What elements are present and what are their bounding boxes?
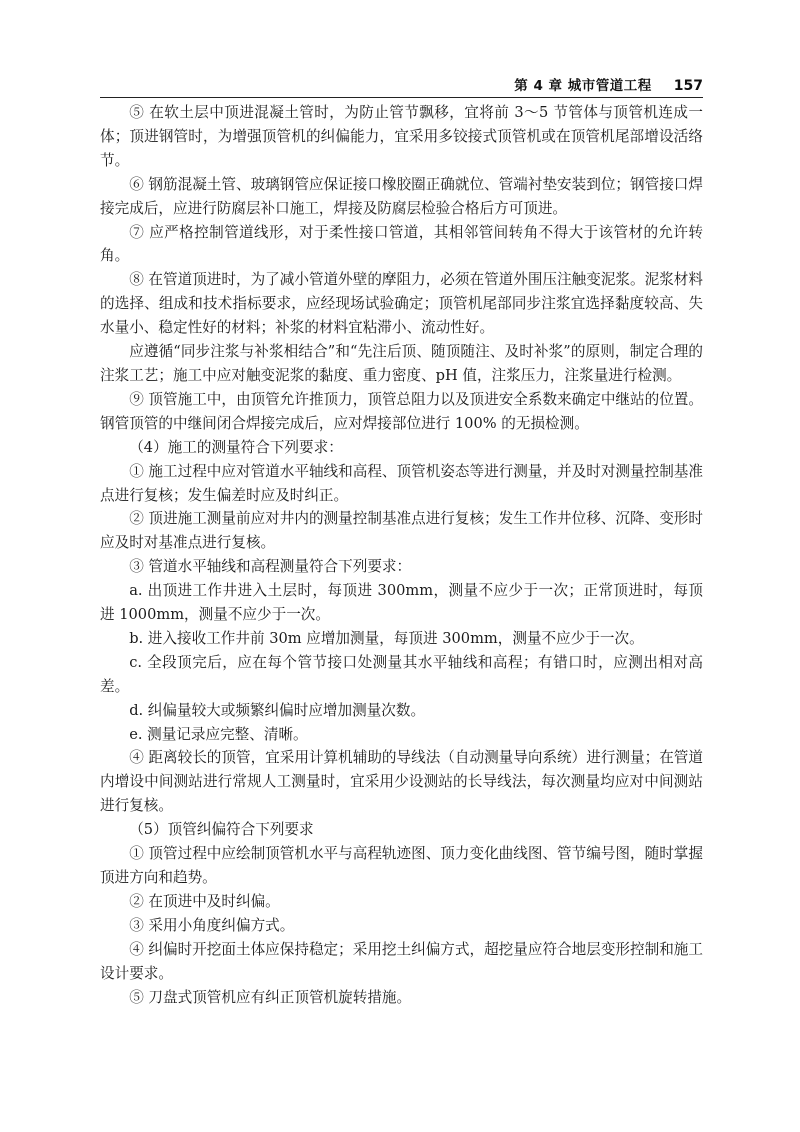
paragraph: ⑤ 在软土层中顶进混凝土管时，为防止管节飘移，宜将前 3～5 节管体与顶管机连成一体；顶进钢管时，为增强顶管机的纠偏能力，宜采用多铰接式顶管机或在顶管机尾部增设活络节。 — [100, 104, 703, 169]
list-item: d. 纠偏量较大或频繁纠偏时应增加测量次数。 — [129, 701, 426, 719]
list-item: b. 进入接收工作井前 30m 应增加测量，每顶进 300mm，测量不应少于一次。 — [129, 629, 644, 647]
section-heading: （4）施工的测量符合下列要求： — [129, 438, 343, 456]
paragraph: ① 施工过程中应对管道水平轴线和高程、顶管机姿态等进行测量，并及时对测量控制基准点进行复核；发生偏差时应及时纠正。 — [100, 462, 703, 504]
running-header — [100, 72, 703, 94]
list-item: a. 出顶进工作井进入土层时，每顶进 300mm，测量不应少于一次；正常顶进时，每顶进 1000mm，测量不应少于一次。 — [100, 582, 703, 624]
paragraph: 应遵循“同步注浆与补浆相结合”和“先注后顶、随顶随注、及时补浆”的原则，制定合理的注浆工艺；施工中应对触变泥浆的黏度、重力密度、pH 值，注浆压力，注浆量进行检测。 — [100, 343, 703, 384]
page-number: 157 — [673, 78, 703, 94]
paragraph: ③ 采用小角度纠偏方式。 — [129, 916, 295, 934]
paragraph: ⑥ 钢筋混凝土管、玻璃钢管应保证接口橡胶圈正确就位、管端衬垫安装到位；钢管接口焊接完成后，应进行防腐层补口施工，焊接及防腐层检验合格后方可顶进。 — [100, 175, 703, 217]
paragraph: ⑧ 在管道顶进时，为了减小管道外壁的摩阻力，必须在管道外围压注触变泥浆。泥浆材料的选择、组成和技术指标要求，应经现场试验确定；顶管机尾部同步注浆宜选择黏度较高、失水量小、稳定性好的材料；补浆的材料宜粘滞小、流动性好。 — [100, 271, 703, 337]
section-heading: （5）顶管纠偏符合下列要求 — [129, 821, 314, 839]
paragraph: ⑦ 应严格控制管道线形，对于柔性接口管道，其相邻管间转角不得大于该管材的允许转角。 — [100, 223, 703, 265]
paragraph: ④ 距离较长的顶管，宜采用计算机辅助的导线法（自动测量导向系统）进行测量；在管道内增设中间测站进行常规人工测量时，宜采用少设测站的长导线法，每次测量均应对中间测站进行复核。 — [100, 749, 703, 815]
paragraph: ② 在顶进中及时纠偏。 — [129, 892, 280, 910]
paragraph: ③ 管道水平轴线和高程测量符合下列要求： — [129, 558, 412, 576]
paragraph: ② 顶进施工测量前应对井内的测量控制基准点进行复核；发生工作井位移、沉降、变形时应及时对基准点进行复核。 — [100, 510, 703, 552]
chapter-title: 第 4 章 城市管道工程 — [514, 78, 652, 94]
header-rule — [100, 97, 703, 98]
paragraph: ④ 纠偏时开挖面土体应保持稳定；采用挖土纠偏方式，超挖量应符合地层变形控制和施工设计要求。 — [100, 940, 703, 982]
paragraph: ① 顶管过程中应绘制顶管机水平与高程轨迹图、顶力变化曲线图、管节编号图，随时掌握顶进方向和趋势。 — [100, 845, 703, 886]
list-item: e. 测量记录应完整、清晰。 — [129, 725, 308, 743]
list-item: c. 全段顶完后，应在每个管节接口处测量其水平轴线和高程；有错口时，应测出相对高差。 — [100, 653, 703, 695]
body-text — [100, 101, 703, 1009]
paragraph: ⑤ 刀盘式顶管机应有纠正顶管机旋转措施。 — [129, 988, 412, 1006]
paragraph: ⑨ 顶管施工中，由顶管允许推顶力，顶管总阻力以及顶进安全系数来确定中继站的位置。钢管顶管的中继间闭合焊接完成后，应对焊接部位进行 100% 的无损检测。 — [100, 390, 703, 432]
